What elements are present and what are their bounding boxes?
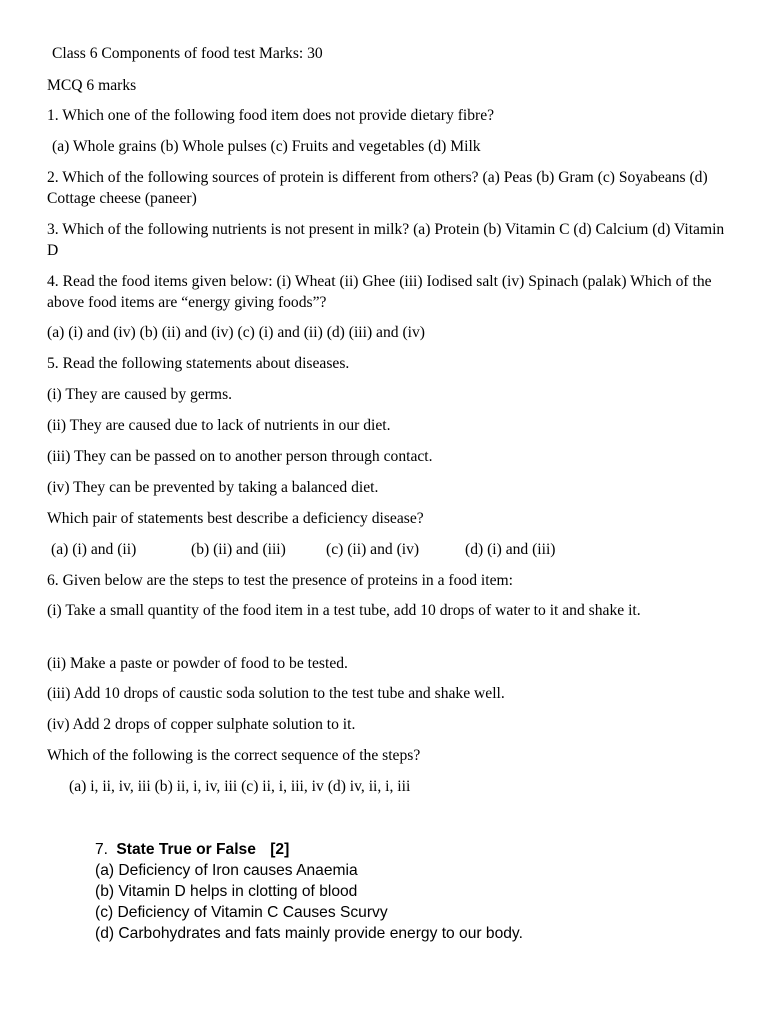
q7-item: (c) Deficiency of Vitamin C Causes Scurvy: [95, 904, 388, 921]
q7-marks: [2]: [270, 841, 290, 858]
q7-title: State True or False: [116, 841, 256, 858]
q5-question: Which pair of statements best describe a deficiency disease?: [47, 510, 424, 527]
question-4: 4. Read the food items given below: (i) Wheat (ii) Ghee (iii) Iodised salt (iv) Spinach (palak) Which of the above food items are “energy giving foods”?: [47, 273, 712, 311]
question-6-options: (a) i, ii, iv, iii (b) ii, i, iv, iii (c) ii, i, iii, iv (d) iv, ii, i, iii: [69, 778, 411, 795]
q5-option-b: (b) (ii) and (iii): [191, 541, 286, 558]
q5-option-c: (c) (ii) and (iv): [326, 541, 420, 558]
q6-step: (iii) Add 10 drops of caustic soda solution to the test tube and shake well.: [47, 685, 505, 702]
question-5: 5. Read the following statements about diseases.: [47, 355, 350, 372]
q7-item: (d) Carbohydrates and fats mainly provide energy to our body.: [95, 925, 523, 942]
q7-item: (a) Deficiency of Iron causes Anaemia: [95, 862, 358, 879]
question-3: 3. Which of the following nutrients is not present in milk? (a) Protein (b) Vitamin C (d) Calcium (d) Vitamin D: [47, 221, 725, 259]
question-1-options: (a) Whole grains (b) Whole pulses (c) Fruits and vegetables (d) Milk: [52, 138, 481, 155]
q6-step: (iv) Add 2 drops of copper sulphate solution to it.: [47, 716, 356, 733]
q7-item: (b) Vitamin D helps in clotting of blood: [95, 883, 358, 900]
q6-question: Which of the following is the correct sequence of the steps?: [47, 747, 421, 764]
q7-number: 7.: [95, 841, 109, 858]
test-title: Class 6 Components of food test Marks: 30: [52, 45, 323, 62]
question-1: 1. Which one of the following food item does not provide dietary fibre?: [47, 107, 495, 124]
q5-statement: (iii) They can be passed on to another person through contact.: [47, 448, 433, 465]
question-7-heading: [95, 839, 289, 860]
section-heading: MCQ 6 marks: [47, 77, 137, 94]
q5-option-a: (a) (i) and (ii): [51, 541, 137, 558]
question-4-options: (a) (i) and (iv) (b) (ii) and (iv) (c) (i) and (ii) (d) (iii) and (iv): [47, 324, 425, 341]
q5-statement: (ii) They are caused due to lack of nutrients in our diet.: [47, 417, 391, 434]
q6-step: (i) Take a small quantity of the food item in a test tube, add 10 drops of water to it and shake it.: [47, 602, 641, 619]
q6-step: (ii) Make a paste or powder of food to be tested.: [47, 655, 348, 672]
question-6: 6. Given below are the steps to test the presence of proteins in a food item:: [47, 572, 513, 589]
q5-statement: (iv) They can be prevented by taking a balanced diet.: [47, 479, 379, 496]
question-2: 2. Which of the following sources of protein is different from others? (a) Peas (b) Gram (c) Soyabeans (d) Cottage cheese (paneer): [47, 169, 708, 207]
q5-option-d: (d) (i) and (iii): [465, 541, 556, 558]
q5-statement: (i) They are caused by germs.: [47, 386, 233, 403]
